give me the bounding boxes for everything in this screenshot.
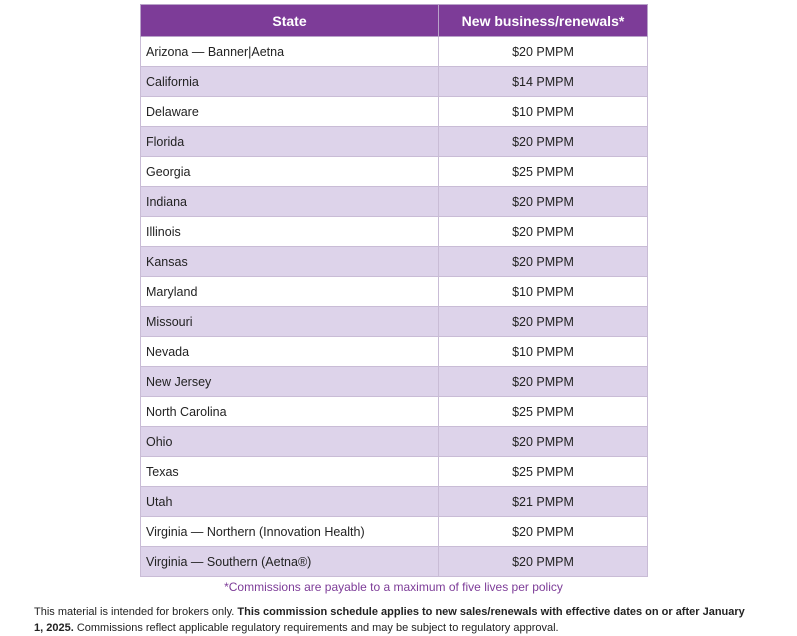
table-row — [141, 427, 648, 457]
table-row — [141, 367, 648, 397]
rate-cell: $20 PMPM — [439, 247, 648, 277]
rate-cell: $10 PMPM — [439, 97, 648, 127]
commission-table — [140, 4, 648, 577]
state-cell: Maryland — [141, 277, 439, 307]
state-cell: Delaware — [141, 97, 439, 127]
table-row — [141, 457, 648, 487]
rate-cell: $20 PMPM — [439, 427, 648, 457]
rate-cell: $25 PMPM — [439, 157, 648, 187]
table-row — [141, 127, 648, 157]
disclaimer — [34, 604, 754, 636]
rate-cell: $21 PMPM — [439, 487, 648, 517]
rate-cell: $20 PMPM — [439, 217, 648, 247]
table-row — [141, 277, 648, 307]
table-row — [141, 517, 648, 547]
state-cell: Florida — [141, 127, 439, 157]
table-row — [141, 37, 648, 67]
table-row — [141, 397, 648, 427]
rate-cell: $25 PMPM — [439, 397, 648, 427]
table-row — [141, 487, 648, 517]
table-header-row — [141, 5, 648, 37]
rate-cell: $20 PMPM — [439, 547, 648, 577]
commission-table-container — [140, 4, 647, 594]
disclaimer-bold-text: This commission schedule applies to new sales/renewals with effective dates on or after January 1, 2025. — [34, 606, 745, 634]
disclaimer-text-end: Commissions reflect applicable regulatory requirements and may be subject to regulatory approval. — [73, 622, 559, 634]
rate-cell: $20 PMPM — [439, 187, 648, 217]
state-cell: Nevada — [141, 337, 439, 367]
state-cell: New Jersey — [141, 367, 439, 397]
state-cell: Arizona — Banner|Aetna — [141, 37, 439, 67]
table-row — [141, 97, 648, 127]
state-cell: Utah — [141, 487, 439, 517]
rate-cell: $14 PMPM — [439, 67, 648, 97]
disclaimer-text: This material is intended for brokers only. — [34, 606, 238, 618]
state-cell: Georgia — [141, 157, 439, 187]
rate-cell: $20 PMPM — [439, 307, 648, 337]
state-cell: Virginia — Northern (Innovation Health) — [141, 517, 439, 547]
state-cell: Texas — [141, 457, 439, 487]
state-cell: Missouri — [141, 307, 439, 337]
header-state: State — [141, 5, 439, 37]
rate-cell: $20 PMPM — [439, 367, 648, 397]
rate-cell: $10 PMPM — [439, 277, 648, 307]
state-cell: Ohio — [141, 427, 439, 457]
state-cell: Indiana — [141, 187, 439, 217]
state-cell: Illinois — [141, 217, 439, 247]
table-body — [141, 37, 648, 577]
rate-cell: $20 PMPM — [439, 517, 648, 547]
table-row — [141, 67, 648, 97]
rate-cell: $20 PMPM — [439, 127, 648, 157]
rate-cell: $10 PMPM — [439, 337, 648, 367]
table-row — [141, 337, 648, 367]
table-row — [141, 217, 648, 247]
table-row — [141, 307, 648, 337]
state-cell: Kansas — [141, 247, 439, 277]
table-row — [141, 547, 648, 577]
state-cell: California — [141, 67, 439, 97]
table-row — [141, 157, 648, 187]
rate-cell: $25 PMPM — [439, 457, 648, 487]
state-cell: North Carolina — [141, 397, 439, 427]
table-row — [141, 247, 648, 277]
state-cell: Virginia — Southern (Aetna®) — [141, 547, 439, 577]
table-row — [141, 187, 648, 217]
footnote: *Commissions are payable to a maximum of five lives per policy — [224, 580, 563, 594]
rate-cell: $20 PMPM — [439, 37, 648, 67]
header-rate: New business/renewals* — [439, 5, 648, 37]
